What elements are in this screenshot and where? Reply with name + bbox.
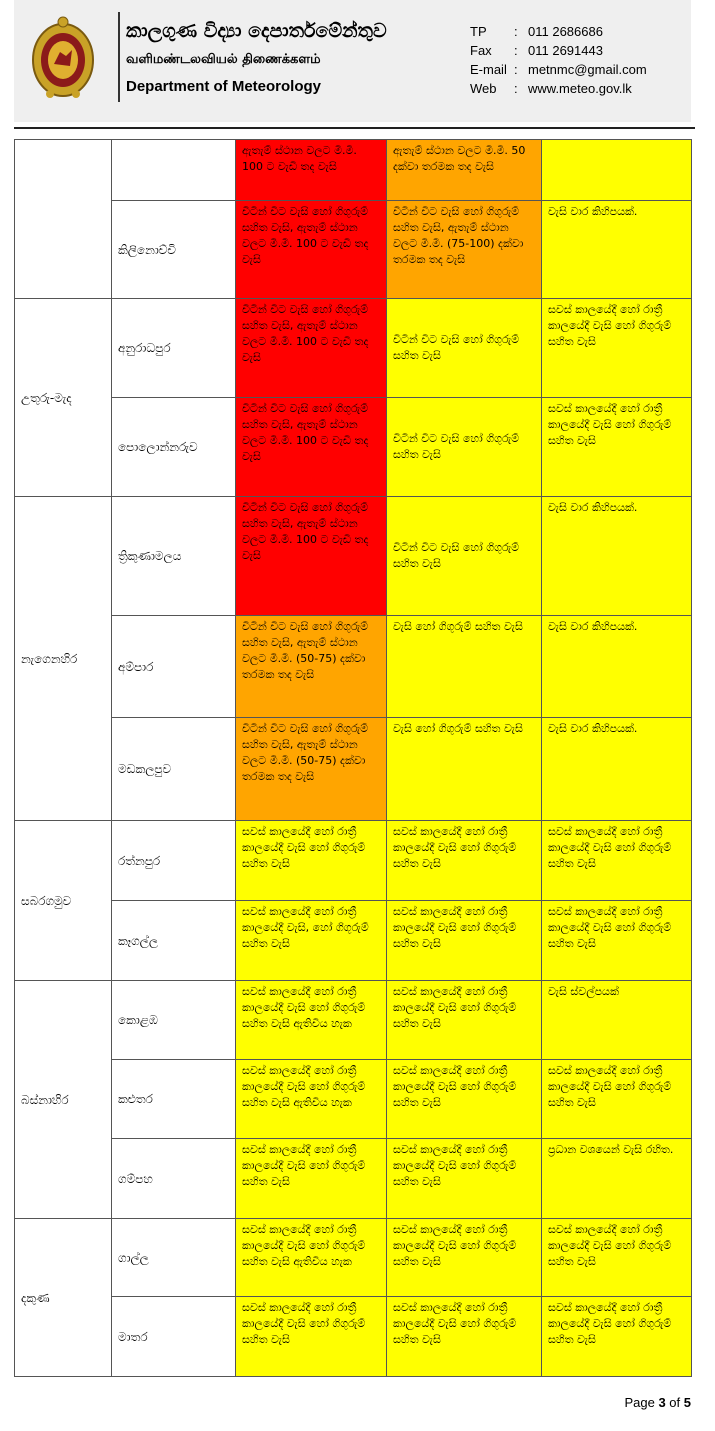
forecast-cell: වැසි වාර කිහිපයක්. bbox=[542, 718, 692, 821]
total-pages: 5 bbox=[683, 1395, 691, 1410]
contact-fax: Fax : 011 2691443 bbox=[470, 43, 603, 58]
forecast-cell: සවස් කාලයේදී හෝ රාත්‍රී කාලයේදී වැසි හෝ ගිගුරුම් සහිත වැසි bbox=[387, 1060, 542, 1139]
forecast-cell: සවස් කාලයේදී හෝ රාත්‍රී කාලයේදී වැසි හෝ ගිගුරුම් සහිත වැසි bbox=[542, 299, 692, 398]
forecast-cell: ඇතැම් ස්ථාන වලට මි.මී. 50 දක්වා තරමක තද වැසි bbox=[387, 140, 542, 201]
forecast-cell: සවස් කාලයේදී හෝ රාත්‍රී කාලයේදී වැසි හෝ ගිගුරුම් සහිත වැසි bbox=[542, 1060, 692, 1139]
page-word: Page bbox=[624, 1395, 655, 1410]
forecast-cell: සවස් කාලයේදී හෝ රාත්‍රී කාලයේදී වැසි හෝ ගිගුරුම් සහිත වැසි bbox=[542, 398, 692, 497]
forecast-cell: සවස් කාලයේදී හෝ රාත්‍රී කාලයේදී වැසි, හෝ ගිගුරුම් සහිත වැසි bbox=[236, 901, 387, 981]
province-cell: බස්නාහිර bbox=[15, 981, 112, 1219]
forecast-cell: සවස් කාලයේදී හෝ රාත්‍රී කාලයේදී වැසි හෝ ගිගුරුම් සහිත වැසි ඇතිවිය හැක bbox=[236, 981, 387, 1060]
contact-web: Web : www.meteo.gov.lk bbox=[470, 81, 632, 96]
table-row bbox=[15, 140, 692, 201]
forecast-cell: සවස් කාලයේදී හෝ රාත්‍රී කාලයේදී වැසි හෝ ගිගුරුම් සහිත වැසි ඇතිවිය හැක bbox=[236, 1219, 387, 1297]
of-word: of bbox=[669, 1395, 681, 1410]
table-row bbox=[15, 1219, 692, 1297]
forecast-cell: වැසි වාර කිහිපයක්. bbox=[542, 497, 692, 616]
district-cell: ගම්පහ bbox=[112, 1139, 236, 1219]
forecast-cell: වැසි වාර කිහිපයක්. bbox=[542, 616, 692, 718]
letterhead bbox=[14, 0, 691, 122]
table-row bbox=[15, 201, 692, 299]
forecast-cell: වැසි ස්වල්පයක් bbox=[542, 981, 692, 1060]
forecast-cell: විටින් විට වැසි හෝ ගිගුරුම් සහිත වැසි, ඇතැම් ස්ථාන වලට මි.මී. (50-75) දක්වා තරමක තද වැසි bbox=[236, 718, 387, 821]
district-cell: අම්පාර bbox=[112, 616, 236, 718]
district-cell: රත්නපුර bbox=[112, 821, 236, 901]
forecast-cell: සවස් කාලයේදී හෝ රාත්‍රී කාලයේදී වැසි හෝ ගිගුරුම් සහිත වැසි bbox=[542, 901, 692, 981]
contact-label: Web bbox=[470, 81, 497, 96]
forecast-cell: සවස් කාලයේදී හෝ රාත්‍රී කාලයේදී වැසි හෝ ගිගුරුම් සහිත වැසි bbox=[542, 1297, 692, 1377]
title-english: Department of Meteorology bbox=[126, 78, 322, 95]
contact-label: Fax bbox=[470, 43, 492, 58]
table-row bbox=[15, 616, 692, 718]
table-row bbox=[15, 1060, 692, 1139]
header-rule bbox=[14, 127, 695, 129]
contact-value: 011 2691443 bbox=[528, 43, 603, 58]
district-cell: මඩකලපුව bbox=[112, 718, 236, 821]
table-row bbox=[15, 1297, 692, 1377]
forecast-cell: සවස් කාලයේදී හෝ රාත්‍රී කාලයේදී වැසි හෝ ගිගුරුම් සහිත වැසි bbox=[236, 1297, 387, 1377]
forecast-cell: විටින් විට වැසි හෝ ගිගුරුම් සහිත වැසි bbox=[387, 398, 542, 497]
forecast-cell: සවස් කාලයේදී හෝ රාත්‍රී කාලයේදී වැසි හෝ ගිගුරුම් සහිත වැසි bbox=[387, 1219, 542, 1297]
table-row bbox=[15, 718, 692, 821]
forecast-cell: සවස් කාලයේදී හෝ රාත්‍රී කාලයේදී වැසි හෝ ගිගුරුම් සහිත වැසි ඇතිවිය හැක bbox=[236, 1060, 387, 1139]
forecast-cell: විටින් විට වැසි හෝ ගිගුරුම් සහිත වැසි bbox=[387, 497, 542, 616]
contact-value: www.meteo.gov.lk bbox=[528, 81, 632, 96]
forecast-cell: විටින් විට වැසි හෝ ගිගුරුම් සහිත වැසි bbox=[387, 299, 542, 398]
table-row bbox=[15, 981, 692, 1060]
forecast-cell: වැසි වාර කිහිපයක්. bbox=[542, 201, 692, 299]
title-tamil: வளிமண்டலவியல் திணைக்களம் bbox=[126, 52, 321, 67]
forecast-cell: විටින් විට වැසි හෝ ගිගුරුම් සහිත වැසි, ඇතැම් ස්ථාන වලට මි.මී. (50-75) දක්වා තරමක තද වැසි bbox=[236, 616, 387, 718]
forecast-cell bbox=[542, 140, 692, 201]
province-cell: උතුරු-මැද bbox=[15, 299, 112, 497]
district-cell: අනුරාධපුර bbox=[112, 299, 236, 398]
contact-label: TP bbox=[470, 24, 487, 39]
province-cell: සබරගමුව bbox=[15, 821, 112, 981]
table-row bbox=[15, 1139, 692, 1219]
forecast-cell: විටින් විට වැසි හෝ ගිගුරුම් සහිත වැසි, ඇතැම් ස්ථාන වලට මි.මී. 100 ට වැඩි තද වැසි bbox=[236, 299, 387, 398]
forecast-cell: සවස් කාලයේදී හෝ රාත්‍රී කාලයේදී වැසි හෝ ගිගුරුම් සහිත වැසි bbox=[542, 821, 692, 901]
district-cell: කෑගල්ල bbox=[112, 901, 236, 981]
page-number bbox=[624, 1395, 691, 1410]
forecast-cell: සවස් කාලයේදී හෝ රාත්‍රී කාලයේදී වැසි හෝ ගිගුරුම් සහිත වැසි bbox=[387, 1297, 542, 1377]
province-cell bbox=[15, 140, 112, 299]
forecast-cell: ප්‍රධාන වශයෙන් වැසි රහිත. bbox=[542, 1139, 692, 1219]
district-cell: කිලිනොච්චි bbox=[112, 201, 236, 299]
table-row bbox=[15, 821, 692, 901]
title-sinhala: කාලගුණ විද්‍යා දෙපාර්තමේන්තුව bbox=[126, 20, 387, 42]
table-row bbox=[15, 398, 692, 497]
forecast-cell: සවස් කාලයේදී හෝ රාත්‍රී කාලයේදී වැසි හෝ ගිගුරුම් සහිත වැසි bbox=[387, 821, 542, 901]
district-cell: කළුතර bbox=[112, 1060, 236, 1139]
forecast-cell: සවස් කාලයේදී හෝ රාත්‍රී කාලයේදී වැසි හෝ ගිගුරුම් සහිත වැසි bbox=[236, 1139, 387, 1219]
district-cell: මාතර bbox=[112, 1297, 236, 1377]
province-cell: දකුණ bbox=[15, 1219, 112, 1377]
sri-lanka-emblem-icon bbox=[30, 12, 96, 100]
district-cell: පොලොන්නරුව bbox=[112, 398, 236, 497]
contact-block bbox=[470, 22, 647, 98]
forecast-cell: වැසි හෝ ගිගුරුම් සහිත වැසි bbox=[387, 718, 542, 821]
contact-label: E-mail bbox=[470, 62, 507, 77]
district-cell: ගාල්ල bbox=[112, 1219, 236, 1297]
header-divider bbox=[118, 12, 120, 102]
forecast-cell: වැසි හෝ ගිගුරුම් සහිත වැසි bbox=[387, 616, 542, 718]
table-row bbox=[15, 901, 692, 981]
forecast-cell: සවස් කාලයේදී හෝ රාත්‍රී කාලයේදී වැසි හෝ ගිගුරුම් සහිත වැසි bbox=[387, 1139, 542, 1219]
province-cell: නැගෙනහිර bbox=[15, 497, 112, 821]
forecast-cell: විටින් විට වැසි හෝ ගිගුරුම් සහිත වැසි, ඇතැම් ස්ථාන වලට මි.මී. 100 ට වැඩි තද වැසි bbox=[236, 497, 387, 616]
district-cell: කොළඹ bbox=[112, 981, 236, 1060]
forecast-cell: විටින් විට වැසි හෝ ගිගුරුම් සහිත වැසි, ඇතැම් ස්ථාන වලට මි.මී. 100 ට වැඩි තද වැසි bbox=[236, 398, 387, 497]
forecast-cell: සවස් කාලයේදී හෝ රාත්‍රී කාලයේදී වැසි හෝ ගිගුරුම් සහිත වැසි bbox=[542, 1219, 692, 1297]
forecast-cell: සවස් කාලයේදී හෝ රාත්‍රී කාලයේදී වැසි හෝ ගිගුරුම් සහිත වැසි bbox=[387, 901, 542, 981]
forecast-cell: සවස් කාලයේදී හෝ රාත්‍රී කාලයේදී වැසි හෝ ගිගුරුම් සහිත වැසි bbox=[236, 821, 387, 901]
table-row bbox=[15, 497, 692, 616]
forecast-cell: සවස් කාලයේදී හෝ රාත්‍රී කාලයේදී වැසි හෝ ගිගුරුම් සහිත වැසි bbox=[387, 981, 542, 1060]
contact-value: metnmc@gmail.com bbox=[528, 62, 647, 77]
table-row bbox=[15, 299, 692, 398]
forecast-cell: ඇතැම් ස්ථාන වලට මි.මී. 100 ට වැඩි තද වැසි bbox=[236, 140, 387, 201]
district-cell bbox=[112, 140, 236, 201]
forecast-cell: විටින් විට වැසි හෝ ගිගුරුම් සහිත වැසි, ඇතැම් ස්ථාන වලට මි.මී. (75-100) දක්වා තරමක තද වැසි bbox=[387, 201, 542, 299]
forecast-cell: විටින් විට වැසි හෝ ගිගුරුම් සහිත වැසි, ඇතැම් ස්ථාන වලට මි.මී. 100 ට වැඩි තද වැසි bbox=[236, 201, 387, 299]
contact-email: E-mail : metnmc@gmail.com bbox=[470, 62, 647, 77]
forecast-table bbox=[14, 139, 692, 1377]
district-cell: ත්‍රිකුණාමලය bbox=[112, 497, 236, 616]
contact-value: 011 2686686 bbox=[528, 24, 603, 39]
contact-tp: TP : 011 2686686 bbox=[470, 24, 603, 39]
current-page: 3 bbox=[658, 1395, 666, 1410]
